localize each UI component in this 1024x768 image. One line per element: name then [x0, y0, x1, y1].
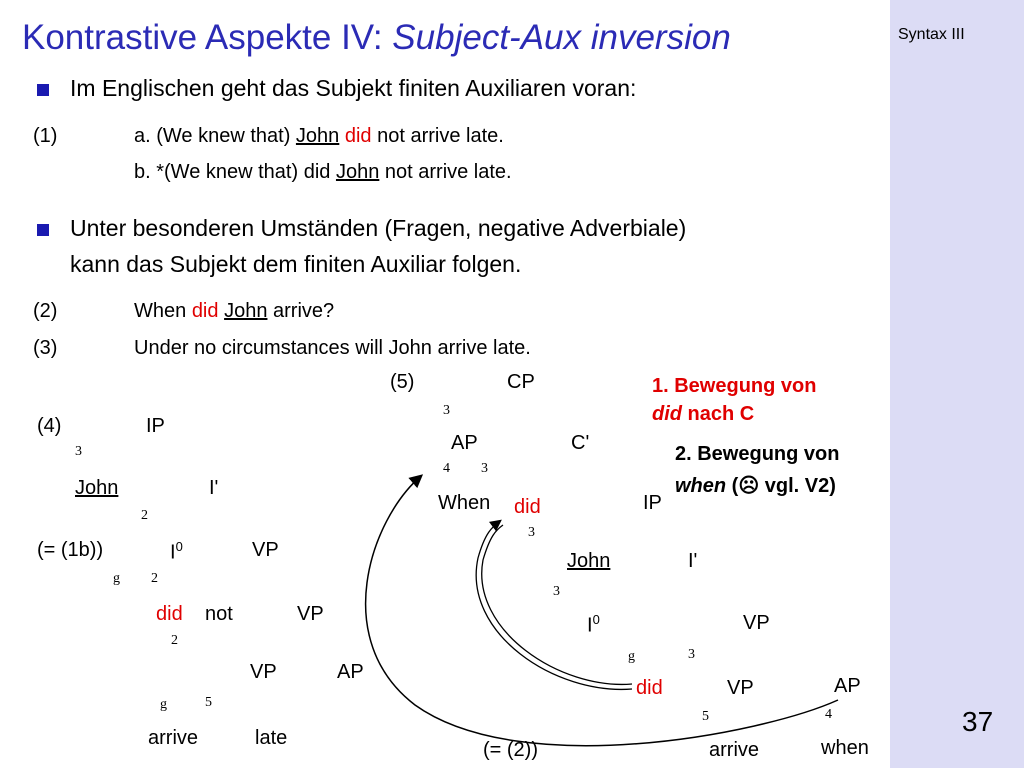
tree5-cbar-node: C': [571, 432, 590, 454]
arrow-did-movement: [482, 525, 632, 684]
tree4-ibar-node: I': [209, 477, 219, 499]
tree5-branch-3c: 3: [528, 525, 535, 540]
bullet-2-line2: kann das Subjekt dem finiten Auxiliar folgen.: [70, 251, 522, 277]
ex1b-subject: John: [335, 161, 380, 183]
ex2-pre: When: [134, 300, 192, 322]
ex2-aux: did: [191, 300, 219, 322]
tree4-ip-node: IP: [146, 415, 165, 437]
tree5-ibar-node: I': [688, 550, 698, 572]
note1-rest: nach C: [682, 403, 755, 425]
tree4-branch-g1: g: [113, 571, 120, 586]
tree4-arrive: arrive: [148, 727, 199, 749]
tree4-did: did: [156, 603, 183, 625]
arrow-did-movement-inner: [476, 521, 632, 689]
note2-when: when: [675, 475, 727, 497]
tree5-cp-node: CP: [507, 371, 535, 393]
tree5-branch-3a: 3: [443, 403, 450, 418]
tree5-number: (5): [390, 371, 415, 393]
ex1a-subject: John: [295, 125, 340, 147]
tree4-branch-3: 3: [75, 444, 82, 459]
ex2-number: (2): [33, 300, 58, 322]
tree5-branch-3e: 3: [688, 647, 695, 662]
ex2-post: arrive?: [267, 300, 335, 322]
tree4-number: (4): [37, 415, 62, 437]
ex3-sentence: Under no circumstances will John arrive late.: [134, 337, 531, 359]
tree4-branch-5: 5: [205, 695, 212, 710]
tree5-john: John: [567, 550, 611, 572]
tree5-ap2-node: AP: [834, 675, 861, 697]
tree4-branch-2b: 2: [151, 571, 158, 586]
tree5-arrive: arrive: [709, 739, 760, 761]
arrow-when-movement: [366, 476, 838, 746]
tree5-branch-4a: 4: [443, 461, 450, 476]
tree5-branch-4b: 4: [825, 707, 832, 722]
tree4-ap-node: AP: [337, 661, 364, 683]
note2-rest: (☹ vgl. V2): [726, 475, 836, 497]
ex1b-pre: b. *(We knew that) did: [134, 161, 336, 183]
tree5-when-trace: when: [821, 737, 869, 759]
ex1a-pre: a. (We knew that): [134, 125, 296, 147]
tree5-branch-3d: 3: [553, 584, 560, 599]
page-number: 37: [962, 706, 994, 737]
title-italic: Subject-Aux inversion: [392, 18, 731, 57]
ex1a-aux: did: [344, 125, 372, 147]
title-main: Kontrastive Aspekte IV:: [22, 18, 393, 57]
tree4-vp1-node: VP: [252, 539, 279, 561]
ex1-number: (1): [33, 125, 58, 147]
bullet-1-text: Im Englischen geht das Subjekt finiten Auxiliaren voran:: [70, 75, 637, 101]
tree5-ap-node: AP: [451, 432, 478, 454]
course-label: Syntax III: [898, 26, 965, 43]
tree4-i0: I: [170, 541, 176, 564]
tree4-john: John: [75, 477, 119, 499]
tree4-vp2-node: VP: [297, 603, 324, 625]
tree5-did-moved: did: [514, 496, 541, 518]
tree4-vp3-node: VP: [250, 661, 277, 683]
tree5-branch-3b: 3: [481, 461, 488, 476]
tree5-branch-g: g: [628, 649, 635, 664]
ex2-subject: John: [224, 300, 268, 322]
tree4-branch-2c: 2: [171, 633, 178, 648]
ex3-number: (3): [33, 337, 58, 359]
tree5-when: When: [438, 492, 491, 514]
tree4-ref: (= (1b)): [37, 539, 104, 561]
tree4-i0-sup: 0: [175, 539, 183, 554]
tree5-vp2-node: VP: [727, 677, 754, 699]
tree5-ip-node: IP: [643, 492, 662, 514]
bullet-2-line1: Unter besonderen Umständen (Fragen, negative Adverbiale): [70, 215, 687, 241]
tree5-i0-sup: 0: [592, 612, 600, 627]
tree4-late: late: [255, 727, 288, 749]
tree4-not: not: [205, 603, 233, 625]
ex1a-post: not arrive late.: [371, 125, 504, 147]
ex1b-post: not arrive late.: [379, 161, 512, 183]
tree4-branch-g2: g: [160, 697, 167, 712]
note1-did: did: [652, 403, 682, 425]
tree5-i0: I: [587, 614, 593, 637]
tree5-branch-5: 5: [702, 709, 709, 724]
note1-line1: 1. Bewegung von: [652, 375, 817, 397]
note2-line1: 2. Bewegung von: [675, 443, 840, 465]
tree5-did-trace: did: [636, 677, 663, 699]
tree4-branch-2a: 2: [141, 508, 148, 523]
tree5-vp1-node: VP: [743, 612, 770, 634]
tree5-ref: (= (2)): [483, 739, 538, 761]
